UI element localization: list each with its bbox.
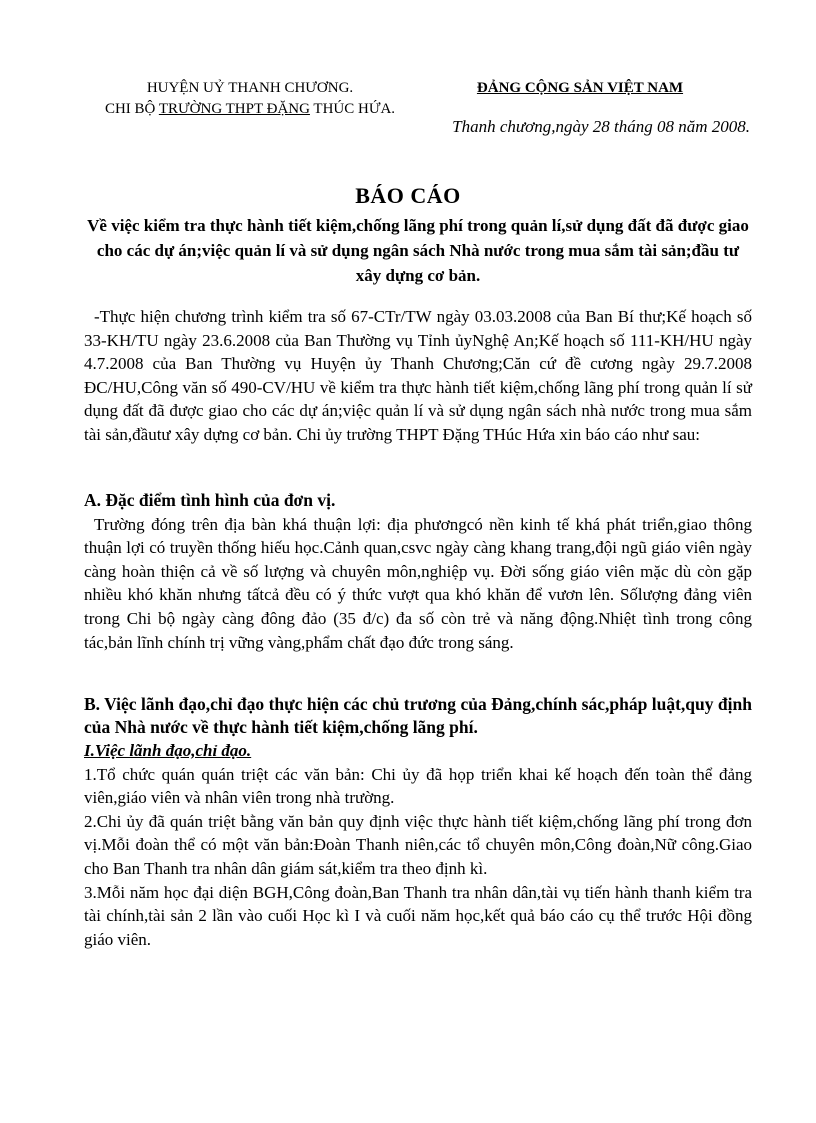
section-a (84, 489, 752, 654)
school-name-underlined: TRƯỜNG THPT ĐẶNG (158, 101, 310, 117)
party-name: ĐẢNG CỘNG SẢN VIỆT NAM (476, 80, 684, 96)
list-item: 2.Chi ủy đã quán triệt bằng văn bản quy định việc thực hành tiết kiệm,chống lãng phí trong đơn vị.Mỗi đoàn thể có một văn bản:Đoàn Thanh niên,các tổ chuyên môn,Công đoàn,Nữ công.Giao cho Ban Thanh tra nhân dân giám sát,kiểm tra theo định kì. (84, 811, 752, 878)
section-a-text: Trường đóng trên địa bàn khá thuận lợi: địa phươngcó nền kinh tế khá phát triển,giao thông thuận lợi có truyền thống hiếu học.Cảnh quan,csvc ngày càng khang trang,đội ngũ giáo viên ngày càng hoàn thiện cả về số lượng và chuyên môn,nghiệp vụ. Đời sống giáo viên mặc dù còn gặp nhiều khó khăn nhưng tấtcả đều có ý thức vượt qua khó khăn để vươn lên. Sốlượng đảng viên trong Chi bộ ngày càng đông đảo (35 đ/c) đa số còn trẻ và năng động.Nhiệt tình trong công tác,bản lĩnh chính trị vững vàng,phẩm chất đạo đức trong sáng. (84, 514, 752, 652)
party-cell-prefix: CHI BỘ (104, 101, 159, 117)
intro-section (84, 305, 752, 447)
document-title: BÁO CÁO (355, 183, 461, 208)
list-item: 3.Mỗi năm học đại diện BGH,Công đoàn,Ban Thanh tra nhân dân,tài vụ tiến hành thanh kiểm tra tài chính,tài sản 2 lần vào cuối Học kì I và cuối năm học,kết quả báo cáo cụ thể trước Hội đồng giáo viên. (84, 882, 752, 949)
party-cell-name (90, 99, 410, 120)
section-b (84, 693, 752, 951)
organization-header (90, 78, 410, 120)
section-b-heading: B. Việc lãnh đạo,chỉ đạo thực hiện các chủ trương của Đảng,chính sác,pháp luật,quy định của Nhà nước về thực hành tiết kiệm,chống lãng phí. (84, 694, 752, 737)
party-cell-suffix: THÚC HỨA. (309, 101, 396, 117)
date-line: Thanh chương,ngày 28 tháng 08 năm 2008. (452, 117, 750, 136)
list-item: 1.Tổ chức quán quán triệt các văn bản: Chi ủy đã họp triển khai kế hoạch đến toàn thể đảng viên,giáo viên và nhân viên trong nhà trường. (84, 764, 752, 808)
section-a-heading: A. Đặc điểm tình hình của đơn vị. (84, 490, 336, 510)
party-header (440, 78, 720, 99)
district-committee: HUYỆN UỶ THANH CHƯƠNG. (146, 80, 354, 96)
section-b-subheading: I.Việc lãnh đạo,chỉ đạo. (84, 741, 252, 760)
intro-paragraph: -Thực hiện chương trình kiểm tra số 67-CTr/TW ngày 03.03.2008 của Ban Bí thư;Kế hoạch số 33-KH/TU ngày 23.6.2008 của Ban Thường vụ Tỉnh ủyNghệ An;Kế hoạch số 111-KH/HU ngày 4.7.2008 của Ban Thường vụ Huyện ủy Thanh Chương;Căn cứ đề cương ngày 29.7.2008 ĐC/HU,Công văn số 490-CV/HU về kiểm tra thực hành tiết kiệm,chống lãng phí trong quản lí sử dụng đất đã được giao cho các dự án;việc quản lí và sử dụng ngân sách nhà nước trong mua sắm tài sản,đầutư xây dựng cơ bản. Chi ủy trường THPT Đặng THúc Hứa xin báo cáo như sau: (84, 307, 752, 444)
document-subtitle: Về việc kiểm tra thực hành tiết kiệm,chống lãng phí trong quản lí,sử dụng đất đã được giao cho các dự án;việc quản lí và sử dụng ngân sách Nhà nước trong mua sắm tài sản;đầu tư xây dựng cơ bản. (87, 216, 749, 285)
